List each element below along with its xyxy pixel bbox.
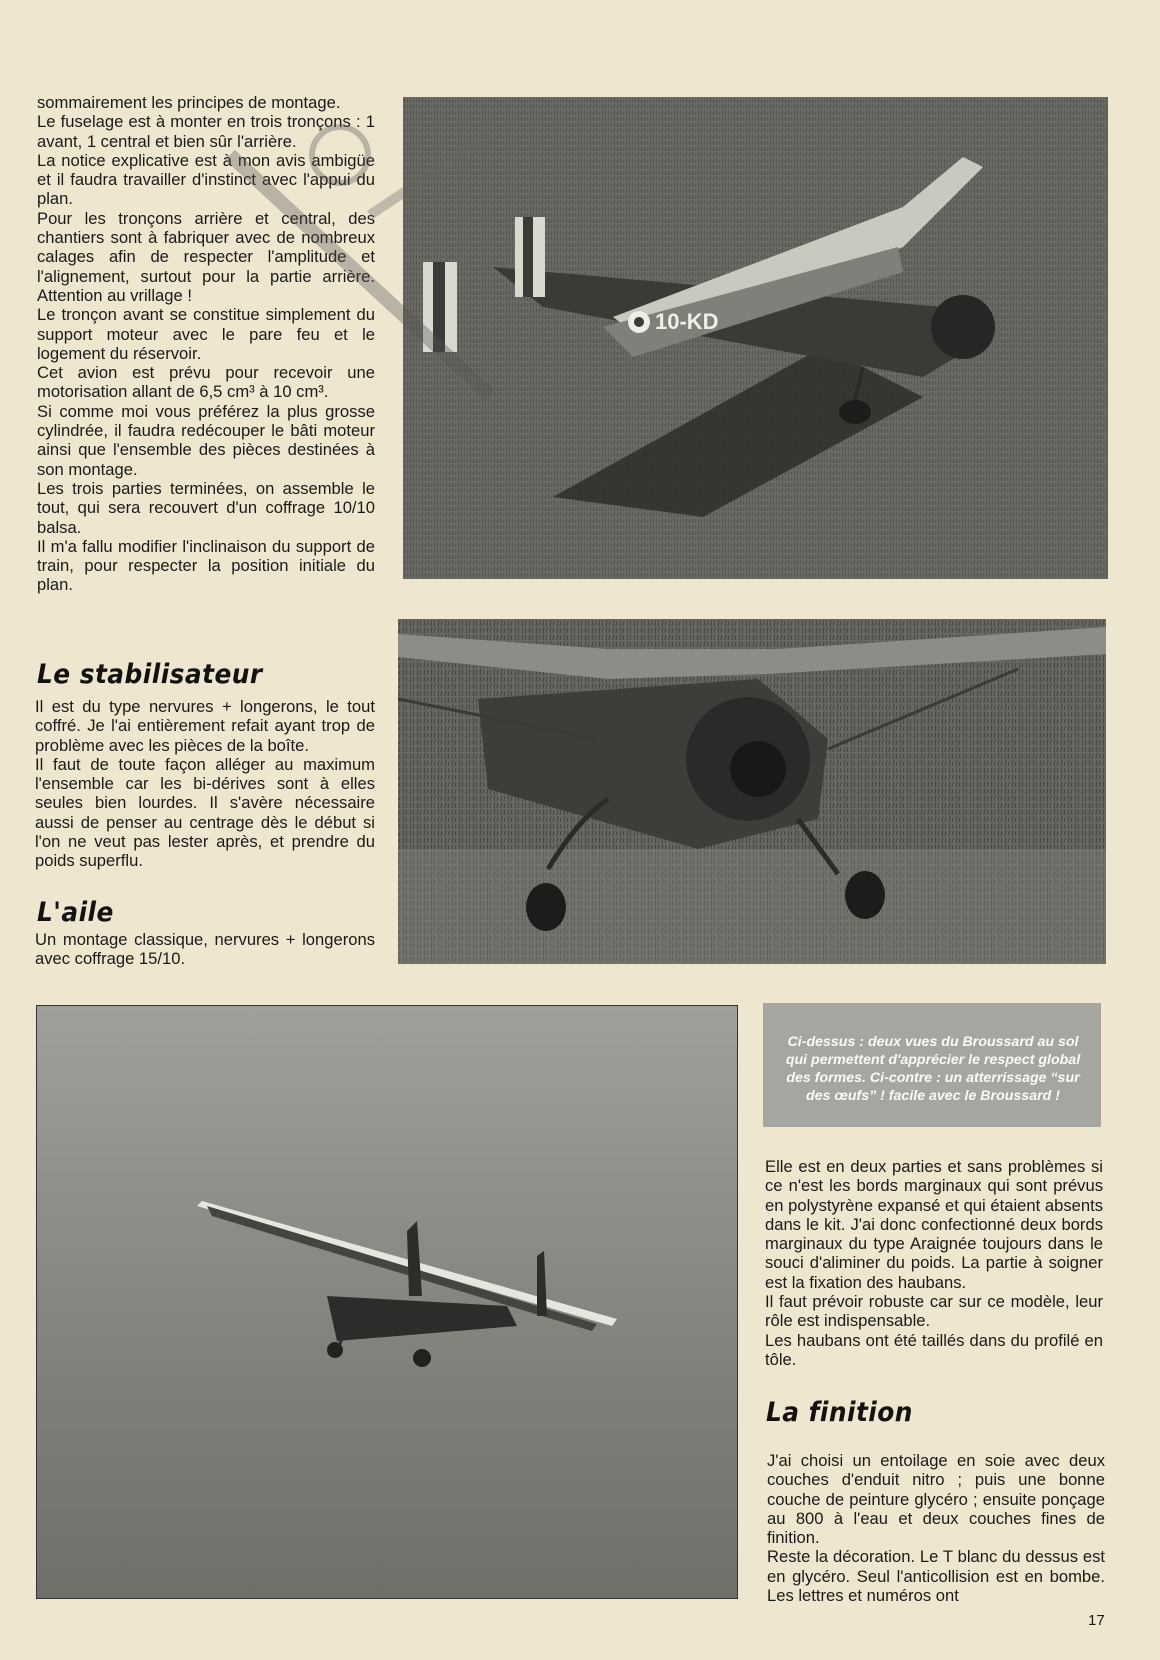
- column-1-aile-text: [35, 930, 375, 969]
- paragraph: Elle est en deux parties et sans problèmes si ce n'est les bords marginaux qui sont prévus en polystyrène expansé et qui étaient absents dans le kit. J'ai donc confectionné deux bords marginaux du type Araignée toujours dans le souci d'aliminer du poids. La partie à soigner est la fixation des haubans.: [765, 1157, 1103, 1292]
- paragraph: Il faut prévoir robuste car sur ce modèle, leur rôle est indispensable.: [765, 1292, 1103, 1331]
- paragraph: La notice explicative est à mon avis ambigüe et il faudra travailler d'instinct avec l'appui du plan.: [37, 150, 375, 209]
- paragraph: Si comme moi vous préférez la plus grosse cylindrée, il faudra redécouper le bâti moteur ainsi que l'ensemble des pièces destinées à son montage.: [37, 401, 375, 479]
- paragraph: sommairement les principes de montage.: [37, 93, 341, 112]
- paragraph: Il est du type nervures + longerons, le tout coffré. Je l'ai entièrement refait ayant trop de problème avec les pièces de la boîte.: [35, 697, 375, 755]
- heading-aile: L'aile: [37, 897, 114, 928]
- photo-caption-box: [763, 1003, 1101, 1127]
- paragraph: Les haubans ont été taillés dans du profilé en tôle.: [765, 1330, 1103, 1369]
- column-2-aile-text: [765, 1157, 1103, 1369]
- heading-stabilisateur: Le stabilisateur: [37, 659, 263, 690]
- paragraph: Pour les tronçons arrière et central, des chantiers sont à fabriquer avec de nombreux calages afin de respecter l'amplitude et l'alignement, surtout pour la partie arrière. Attention au vrillage !: [37, 208, 375, 305]
- photo-caption: Ci-dessus : deux vues du Broussard au sol qui permettent d'apprécier le respect global des formes. Ci-contre : un atterrissage “sur des œufs” ! facile avec le Broussard !: [785, 1034, 1081, 1104]
- paragraph: Il faut de toute façon alléger au maximum l'ensemble car les bi-dérives sont à elles seules bien lourdes. Il s'avère nécessaire aussi de penser au centrage dès le début si l'on ne veut pas lester après, et prendre du poids superflu.: [35, 754, 375, 871]
- fuselage-marking: 10-KD: [655, 309, 719, 334]
- paragraph: Le fuselage est à monter en trois tronçons : 1 avant, 1 central et bien sûr l'arrière.: [37, 112, 375, 151]
- column-1-stab-text: [35, 697, 375, 871]
- column-2-finition-text: [767, 1451, 1105, 1605]
- paragraph: Reste la décoration. Le T blanc du dessus est en glycéro. Seul l'anticollision est en bombe. Les lettres et numéros ont: [767, 1547, 1105, 1606]
- paragraph: Les trois parties terminées, on assemble le tout, qui sera recouvert d'un coffrage 10/10 balsa.: [37, 478, 375, 537]
- paragraph: Il m'a fallu modifier l'inclinaison du support de train, pour respecter la position initiale du plan.: [37, 536, 375, 595]
- paragraph: Le tronçon avant se constitue simplement du support moteur avec le pare feu et le logement du réservoir.: [37, 305, 375, 363]
- watermark-logo: [190, 95, 520, 435]
- heading-finition: La finition: [766, 1397, 913, 1428]
- paragraph: J'ai choisi un entoilage en soie avec deux couches d'enduit nitro ; puis une bonne couche de peinture glycéro ; ensuite ponçage au 800 à l'eau et deux couches fines de finition.: [767, 1451, 1105, 1548]
- photo-plane-front-view: [398, 619, 1106, 964]
- page-number: 17: [1088, 1612, 1105, 1629]
- paragraph: Cet avion est prévu pour recevoir une motorisation allant de 6,5 cm³ à 10 cm³.: [37, 363, 375, 402]
- paragraph: Un montage classique, nervures + longerons avec coffrage 15/10.: [35, 930, 375, 969]
- photo-plane-landing: [36, 1005, 738, 1599]
